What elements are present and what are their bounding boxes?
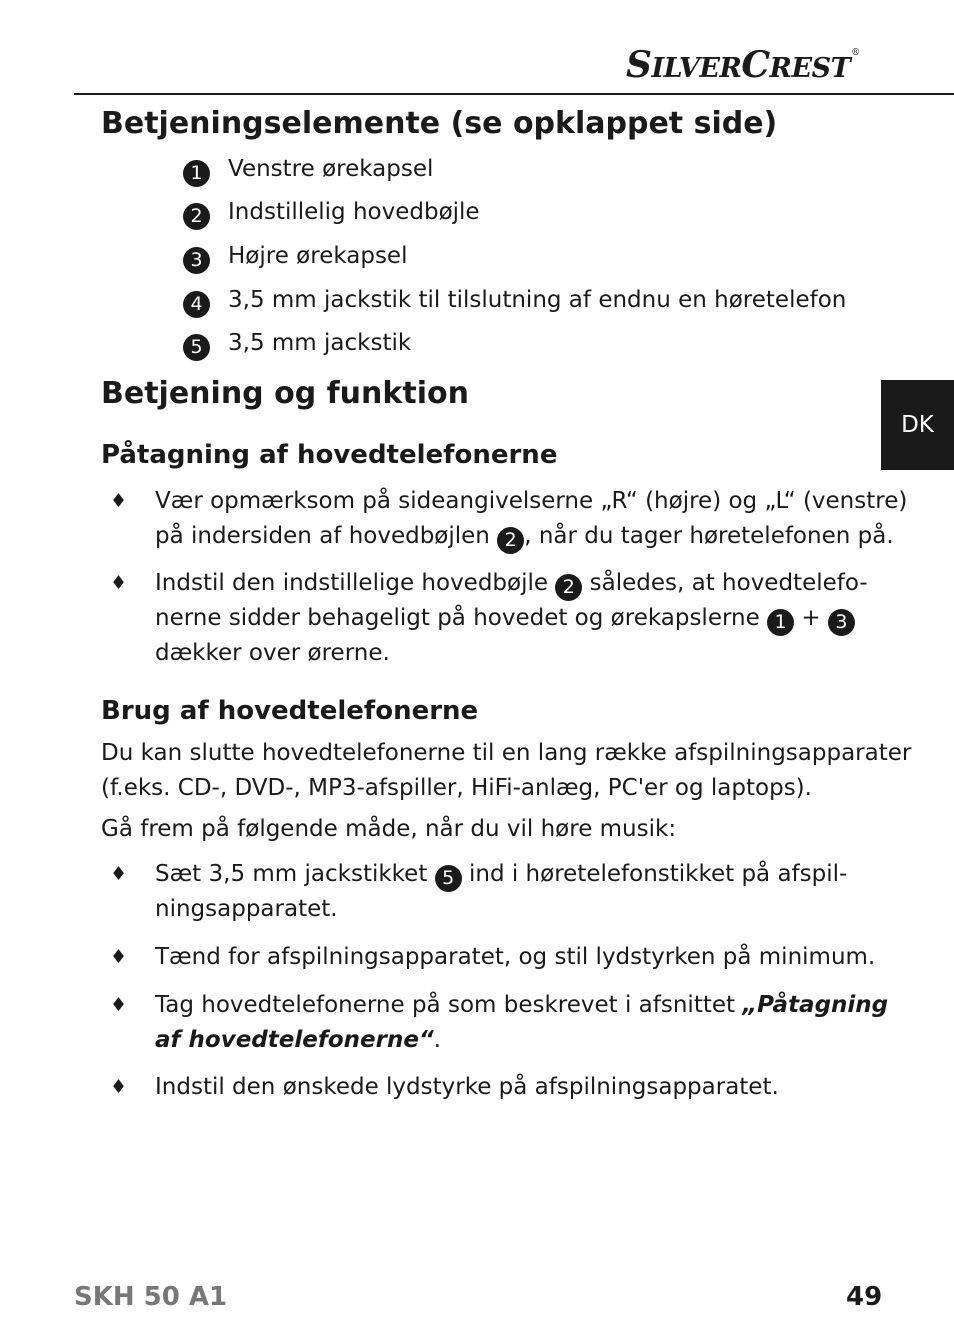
item-number-badge: 3	[828, 609, 855, 636]
legend-item	[183, 330, 411, 362]
item-number-badge: 1	[767, 609, 794, 636]
legend-item	[183, 156, 433, 188]
legend-label: Højre ørekapsel	[228, 243, 408, 269]
item-number-badge: 2	[555, 574, 582, 601]
instruction-text: Indstil den ønskede lydstyrke på afspilningsapparatet.	[155, 1074, 779, 1100]
paragraph-text: Gå frem på følgende måde, når du vil høre musik:	[101, 816, 677, 842]
bullet-icon: ♦	[110, 946, 128, 968]
header-rule	[74, 93, 954, 95]
section-title-controls: Betjeningselemente (se opklappet side)	[101, 106, 778, 141]
item-number-badge: 5	[183, 334, 210, 361]
legend-label: Indstillelig hovedbøjle	[228, 199, 480, 225]
item-number-badge: 1	[183, 160, 210, 187]
legend-label: 3,5 mm jackstik til tilslutning af endnu en høretelefon	[228, 287, 847, 313]
subsection-title-putting-on: Påtagning af hovedtelefonerne	[101, 440, 558, 470]
item-number-badge: 3	[183, 247, 210, 274]
bullet-icon: ♦	[110, 863, 128, 885]
brand-logo: SILVERCREST®	[626, 44, 860, 86]
language-tab: DK	[881, 380, 954, 470]
item-number-badge: 4	[183, 291, 210, 318]
instruction-text: Sæt 3,5 mm jackstikket 5 ind i høretelefonstikket på afspil- ningsapparatet.	[155, 861, 848, 922]
legend-label: 3,5 mm jackstik	[228, 330, 412, 356]
bullet-icon: ♦	[110, 490, 128, 512]
item-number-badge: 5	[435, 865, 462, 892]
bullet-icon: ♦	[110, 1076, 128, 1098]
instruction-text: Vær opmærksom på sideangivelserne „R“ (højre) og „L“ (venstre) på indersiden af hovedbøjlen 2 , når du tager høretelefonen på.	[155, 484, 907, 554]
section-title-operation: Betjening og funktion	[101, 376, 469, 411]
footer-page-number: 49	[846, 1282, 883, 1312]
footer-model-number: SKH 50 A1	[74, 1282, 228, 1312]
bullet-icon: ♦	[110, 994, 128, 1016]
legend-item	[183, 243, 407, 275]
subsection-title-using: Brug af hovedtelefonerne	[101, 696, 479, 726]
instruction-text: Tag hovedtelefonerne på som beskrevet i afsnittet „Påtagning af hovedtelefonerne“.	[155, 992, 889, 1053]
legend-label: Venstre ørekapsel	[228, 156, 434, 182]
item-number-badge: 2	[183, 203, 210, 230]
legend-item	[183, 287, 846, 319]
item-number-badge: 2	[497, 527, 524, 554]
bullet-icon: ♦	[110, 572, 128, 594]
legend-item	[183, 199, 480, 231]
instruction-text: Indstil den indstillelige hovedbøjle 2 således, at hovedtelefo- nerne sidder behageligt på hovedet og ørekapslerne 1 + 3 dækker over ørerne.	[155, 570, 868, 666]
instruction-text: Tænd for afspilningsapparatet, og stil lydstyrken på minimum.	[155, 944, 876, 970]
paragraph-text: Du kan slutte hovedtelefonerne til en lang række afspilningsapparater (f.eks. CD-, DVD-, MP3-afspiller, HiFi-anlæg, PC'er og laptops).	[101, 740, 912, 801]
